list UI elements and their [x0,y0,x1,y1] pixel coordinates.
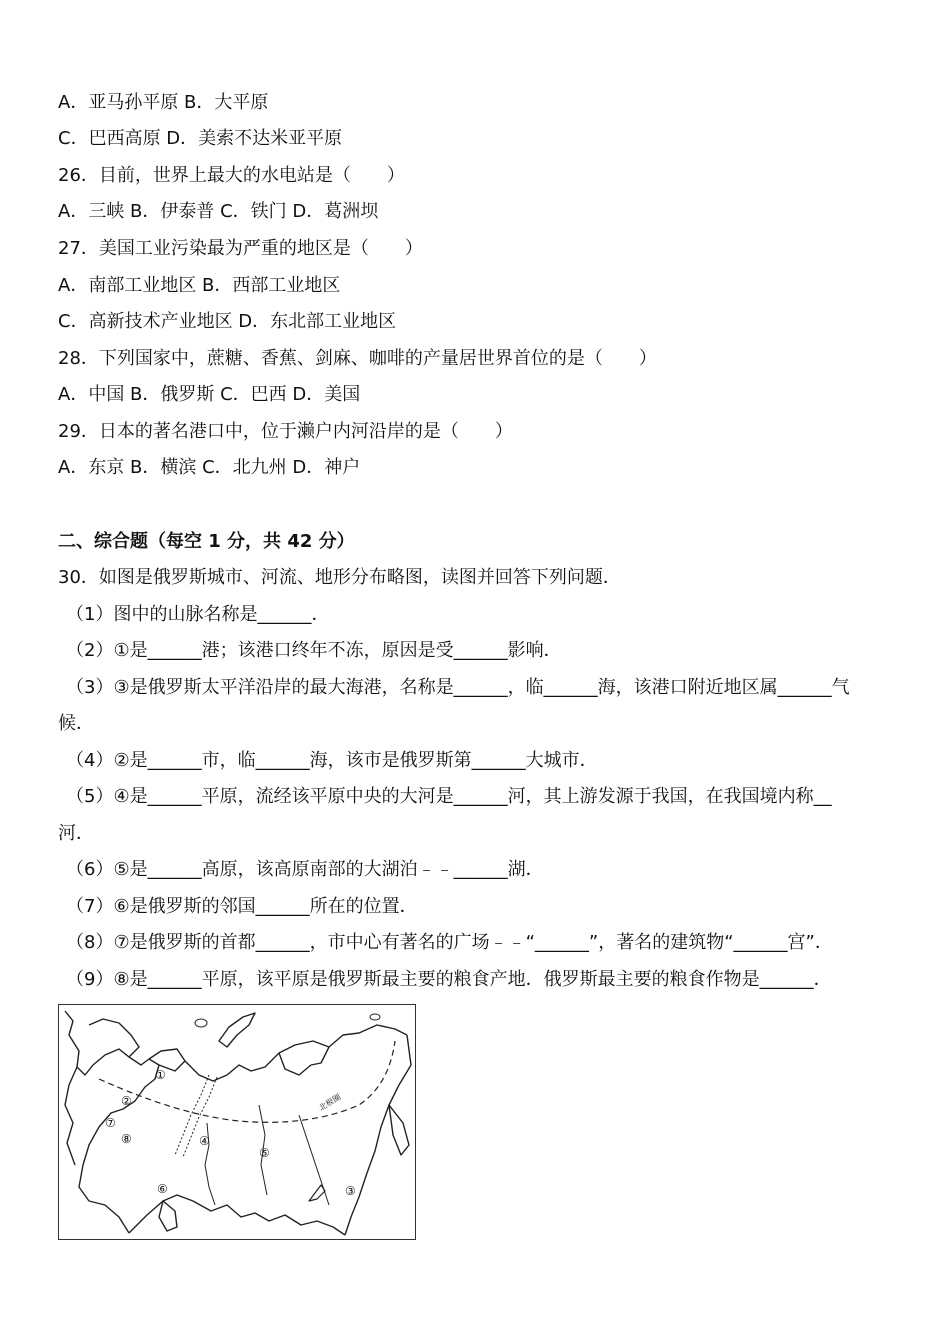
question-30-stem: 30．如图是俄罗斯城市、河流、地形分布略图，读图并回答下列问题． [58,567,621,588]
question-29: 29．日本的著名港口中，位于濑户内河沿岸的是（ ） [58,421,513,442]
map-marker-2: ② [121,1094,132,1108]
options-29: A．东京 B．横滨 C．北九州 D．神户 [58,457,361,478]
options-26: A．三峡 B．伊泰普 C．铁门 D．葛洲坝 [58,201,379,222]
options-28: A．中国 B．俄罗斯 C．巴西 D．美国 [58,384,361,405]
options-27-ab: A．南部工业地区 B．西部工业地区 [58,275,341,296]
arctic-circle-label: 北极圈 [317,1092,343,1113]
q30-item-6: （6）⑤是______高原，该高原南部的大湖泊﹣﹣______湖． [66,859,544,880]
map-marker-1: ① [155,1068,166,1082]
q30-item-5-cont: 河． [58,823,94,844]
map-marker-4: ④ [199,1134,210,1148]
russia-sketch-map [58,1004,416,1240]
map-marker-3: ③ [345,1184,356,1198]
section-title: 二、综合题（每空 1 分，共 42 分） [58,531,355,552]
question-27: 27．美国工业污染最为严重的地区是（ ） [58,238,423,259]
question-28: 28．下列国家中，蔗糖、香蕉、剑麻、咖啡的产量居世界首位的是（ ） [58,348,657,369]
q30-item-7: （7）⑥是俄罗斯的邻国______所在的位置． [66,896,418,917]
map-marker-6: ⑥ [157,1182,168,1196]
map-marker-5: ⑤ [259,1146,270,1160]
q30-item-5: （5）④是______平原，流经该平原中央的大河是______河，其上游发源于我国，在我国境内称__ [66,786,832,807]
q30-item-3: （3）③是俄罗斯太平洋沿岸的最大海港，名称是______，临______海，该港口附近地区属______气 [66,677,850,698]
q30-item-2: （2）①是______港；该港口终年不冻，原因是受______影响． [66,640,562,661]
option-line-25cd: C．巴西高原 D．美索不达米亚平原 [58,128,343,149]
q30-item-4: （4）②是______市，临______海，该市是俄罗斯第______大城市． [66,750,598,771]
q30-item-3-cont: 候． [58,713,94,734]
map-marker-8: ⑧ [121,1132,132,1146]
q30-item-9: （9）⑧是______平原，该平原是俄罗斯最主要的粮食产地．俄罗斯最主要的粮食作物是______． [66,969,832,990]
options-27-cd: C．高新技术产业地区 D．东北部工业地区 [58,311,397,332]
q30-item-8: （8）⑦是俄罗斯的首都______，市中心有著名的广场﹣﹣“______”，著名的建筑物“______宫”． [66,932,833,953]
question-26: 26．目前，世界上最大的水电站是（ ） [58,165,405,186]
map-marker-7: ⑦ [105,1116,116,1130]
option-line-25ab: A．亚马孙平原 B．大平原 [58,92,269,113]
q30-item-1: （1）图中的山脉名称是______． [66,604,330,625]
